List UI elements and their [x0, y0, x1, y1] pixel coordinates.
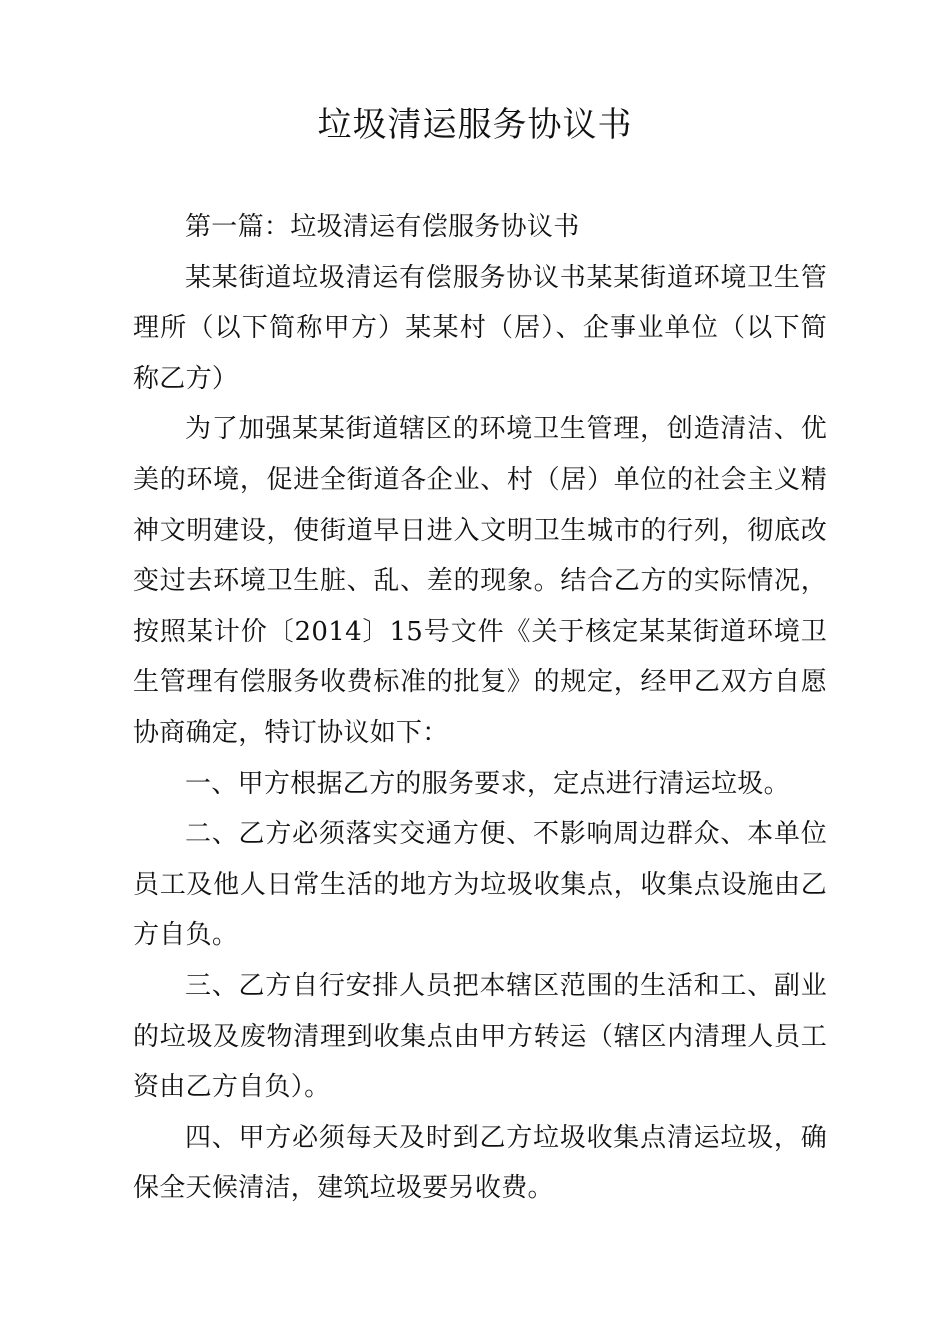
document-body [133, 202, 827, 1214]
purpose-paragraph: 为了加强某某街道辖区的环境卫生管理，创造清洁、优美的环境，促进全街道各企业、村（居）单位的社会主义精神文明建设，使街道早日进入文明卫生城市的行列，彻底改变过去环境卫生脏、乱、差的现象。结合乙方的实际情况，按照某计价〔2014〕15号文件《关于核定某某街道环境卫生管理有偿服务收费标准的批复》的规定，经甲乙双方自愿协商确定，特订协议如下： [133, 414, 827, 748]
document-title: 垃圾清运服务协议书 [317, 105, 633, 145]
parties-paragraph: 某某街道垃圾清运有偿服务协议书某某街道环境卫生管理所（以下简称甲方）某某村（居）、企事业单位（以下简称乙方） [133, 262, 827, 394]
clause-4: 四、甲方必须每天及时到乙方垃圾收集点清运垃圾，确保全天候清洁，建筑垃圾要另收费。 [133, 1122, 827, 1204]
chapter-heading: 第一篇：垃圾清运有偿服务协议书 [185, 212, 580, 242]
clause-1: 一、甲方根据乙方的服务要求，定点进行清运垃圾。 [185, 768, 790, 799]
clause-2: 二、乙方必须落实交通方便、不影响周边群众、本单位员工及他人日常生活的地方为垃圾收集点，收集点设施由乙方自负。 [133, 819, 827, 951]
clause-3: 三、乙方自行安排人员把本辖区范围的生活和工、副业的垃圾及废物清理到收集点由甲方转运（辖区内清理人员工资由乙方自负）。 [133, 970, 827, 1103]
